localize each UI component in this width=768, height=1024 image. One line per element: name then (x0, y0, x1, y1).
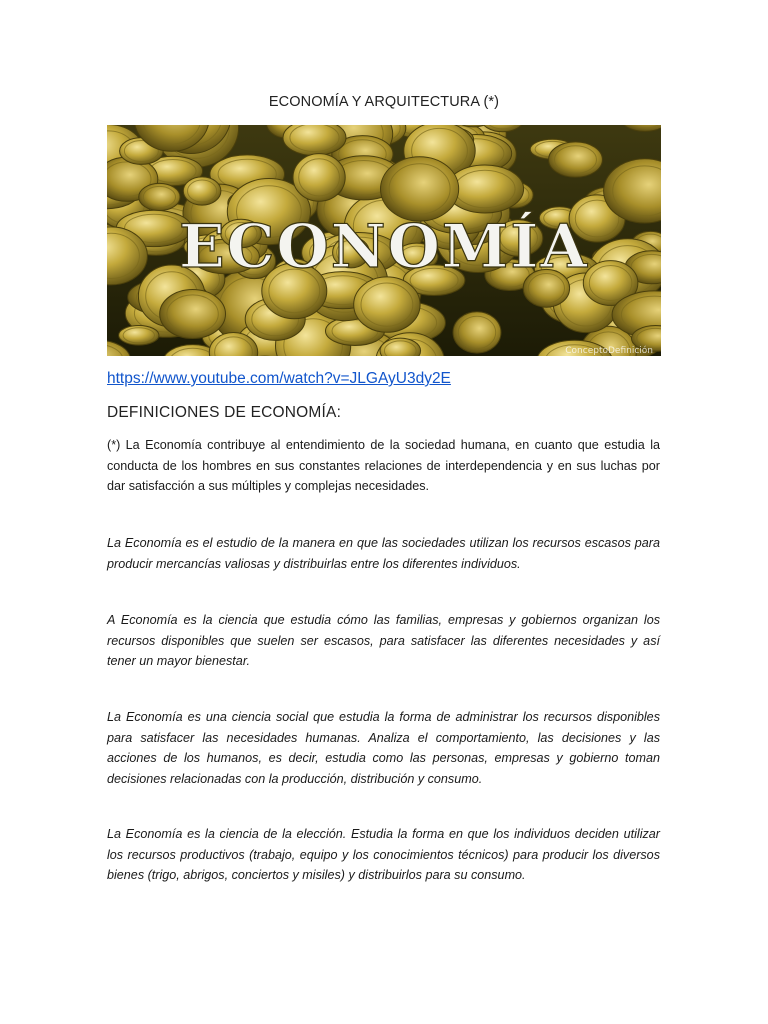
coin (119, 326, 159, 346)
coin (549, 142, 603, 177)
youtube-link[interactable]: https://www.youtube.com/watch?v=JLGAyU3dy2E (107, 370, 451, 387)
coin (283, 125, 346, 156)
intro-paragraph: (*) La Economía contribuye al entendimiento de la sociedad humana, en cuanto que estudia la conducta de los hombres en sus constantes relaciones de interdependencia y en sus luchas por dar satisfacción a sus múltiples y complejas necesidades. (107, 438, 660, 493)
coin (160, 290, 226, 339)
coin (183, 177, 221, 205)
definition-paragraph-2: A Economía es la ciencia que estudia cómo las familias, empresas y gobiernos organizan los recursos disponibles que suelen ser escasos, para satisfacer las diferentes necesidades y así tener un mayor bienestar. (107, 613, 660, 668)
banner-word: ECONOMÍA (179, 212, 589, 282)
coin (139, 183, 180, 210)
banner-watermark: ConceptoDefinición (565, 346, 653, 356)
section-heading: DEFINICIONES DE ECONOMÍA: (107, 404, 342, 421)
coin (293, 154, 345, 202)
economia-banner-image (107, 125, 661, 356)
coins-illustration (107, 125, 661, 356)
definition-paragraph-3: La Economía es una ciencia social que estudia la forma de administrar los recursos disponibles para satisfacer las necesidades humanas. Analiza el comportamiento, las decisiones y las acciones de los humanos, es decir, estudia como las personas, empresas y gobierno toman decisiones relacionadas con la producción, distribución y consumo. (107, 710, 660, 786)
definition-paragraph-4: La Economía es la ciencia de la elección. Estudia la forma en que los individuos deciden utilizar los recursos productivos (trabajo, equipo y los conocimientos técnicos) para producir los diversos bienes (trigo, abrigos, conciertos y misiles) y distribuirlos para su consumo. (107, 827, 660, 882)
coin (453, 312, 501, 353)
coin (354, 277, 420, 332)
document-title: ECONOMÍA Y ARQUITECTURA (*) (268, 94, 500, 110)
definition-paragraph-1: La Economía es el estudio de la manera en que las sociedades utilizan los recursos escasos para producir mercancías valiosas y distribuirlas entre los diferentes individuos. (107, 536, 660, 571)
